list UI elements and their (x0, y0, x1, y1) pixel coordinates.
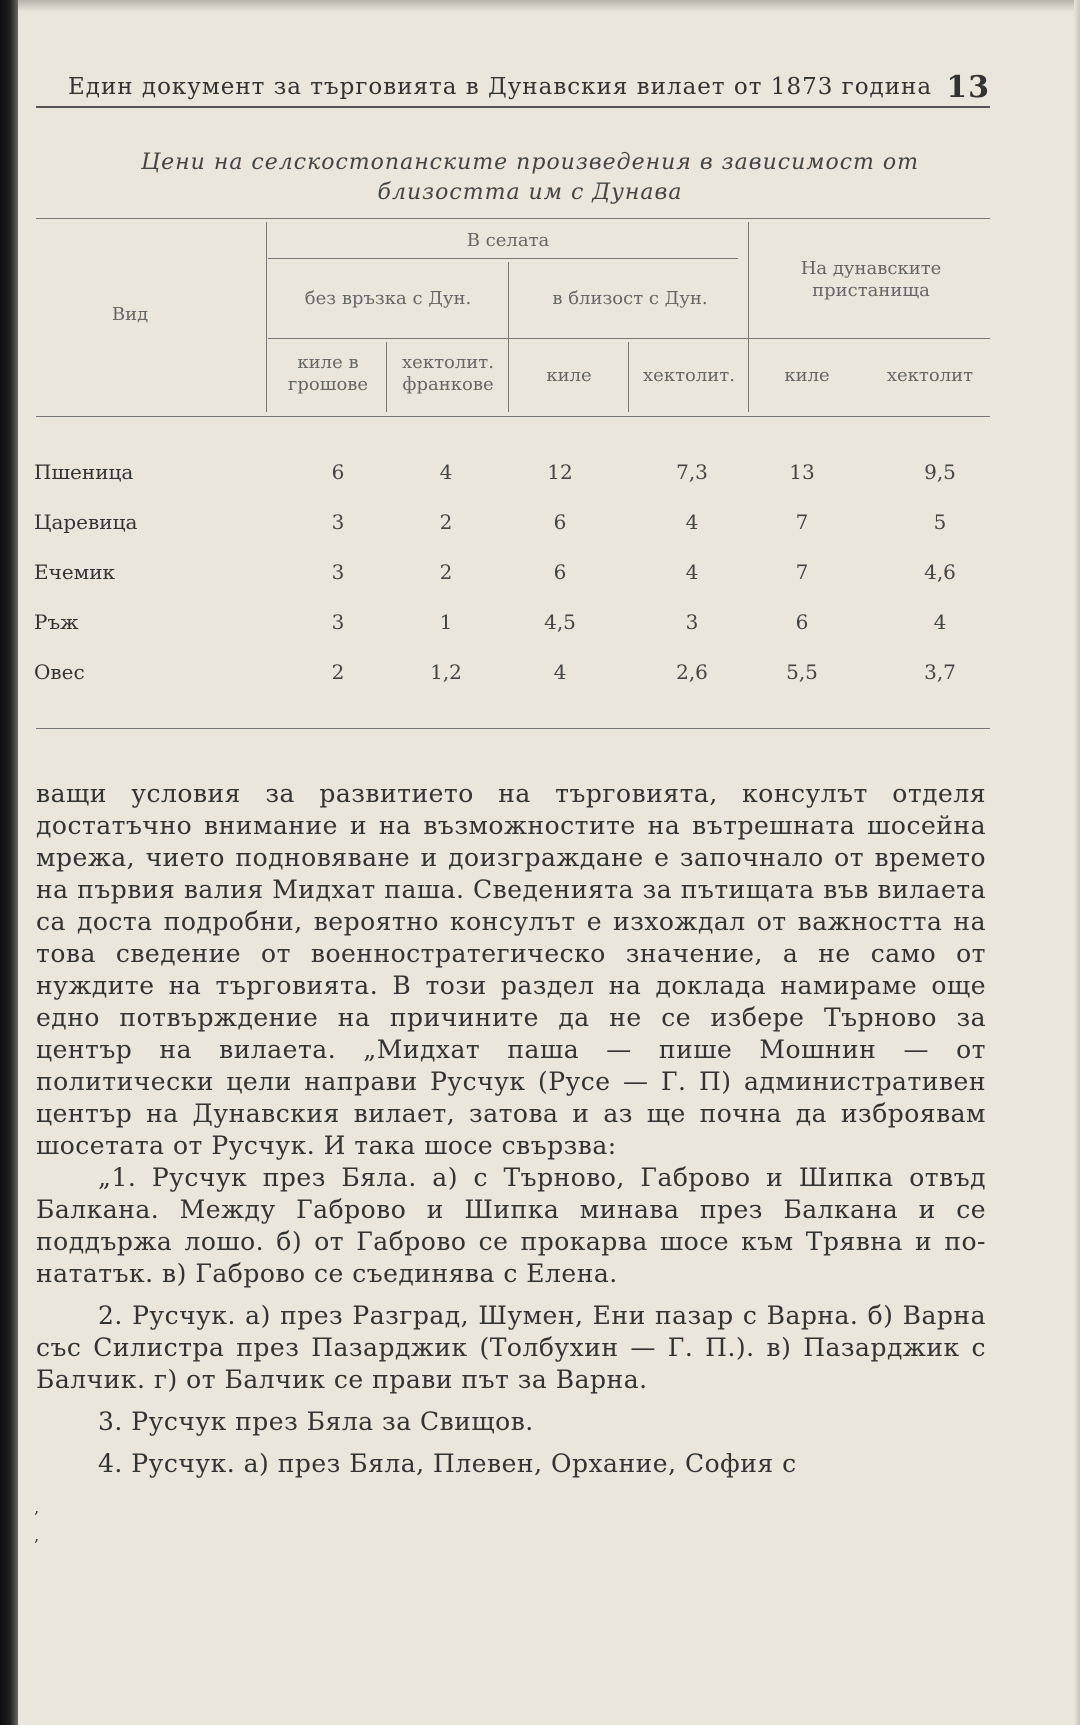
units-rule (268, 338, 990, 339)
near-sep (508, 262, 509, 412)
unit-header-line-1: киле (546, 365, 592, 386)
table-cell: 3 (331, 510, 345, 534)
table-cell: 9,5 (924, 460, 956, 484)
table-cell: 3 (331, 560, 345, 584)
unit-header (630, 365, 748, 387)
table-cell: 7 (795, 560, 809, 584)
body-text (36, 778, 986, 1480)
prices-table (0, 0, 1080, 760)
paragraph: ващи условия за развитието на търговията, консулът отделя достатъчно внимание и на възможностите на вътрешната шосейна мрежа, чието подновяване и доизграждане е започнало от времето на първия валия Мидхат паша. Сведенията за пътищата във вилаета са доста подробни, вероятно консулът е изхождал от важността на това сведение от военностратегическо значение, а не само от нуждите на търговията. В този раздел на доклада намираме още едно потвърждение на причините да не се избере Търново за център на вилаета. „Мидхат паша — пише Мошнин — от политически цели направи Русчук (Русе — Г. П) административен център на Дунавския вилает, затова и аз ще почна да изброявам шосетата от Русчук. И така шосе свързва: (36, 779, 986, 1160)
margin-mark: ‚ (34, 1498, 40, 1517)
unit-header (752, 365, 862, 387)
table-cell: 4 (685, 560, 699, 584)
table-cell: 5 (933, 510, 947, 534)
kind-col-rule (266, 222, 267, 412)
unit-header-line-1: киле в (297, 352, 359, 373)
table-cell: 6 (553, 560, 567, 584)
near-subheader: в близост с Дун. (552, 288, 708, 309)
table-bottom-rule (36, 728, 990, 729)
caption-line-2: близостта им с Дунава (377, 180, 683, 205)
unit-header (270, 352, 386, 396)
villages-group-header: В селата (466, 230, 550, 251)
unit-header-line-2: франкове (402, 374, 494, 395)
paragraph: 3. Русчук през Бяла за Свищов. (98, 1407, 534, 1436)
page-number: 13 (946, 70, 990, 105)
unit-header (510, 365, 628, 387)
unit-header (388, 352, 508, 396)
col-kind-header: Вид (111, 304, 149, 325)
table-cell: 2 (331, 660, 345, 684)
table-cell: 2 (439, 510, 453, 534)
row-kind: Ечемик (34, 560, 116, 584)
paragraph: „1. Русчук през Бяла. а) с Търново, Габрово и Шипка отвъд Балкана. Между Габрово и Шипка минава през Балкана и се поддържа лошо. б) от Габрово се прокарва шосе към Трявна и по-нататък. в) Габрово се съединява с Елена. (36, 1163, 986, 1288)
ports-header-line-2: пристанища (812, 280, 930, 301)
table-cell: 3 (685, 610, 699, 634)
table-cell: 3 (331, 610, 345, 634)
table-cell: 6 (331, 460, 345, 484)
unit-header-line-1: хектолит (886, 365, 974, 386)
table-cell: 13 (789, 460, 815, 484)
header-bottom-rule (36, 416, 990, 417)
paragraph: 2. Русчук. а) през Разград, Шумен, Ени пазар с Варна. б) Варна със Силистра през Пазарджик (Толбухин — Г. П.). в) Пазарджик с Балчик. г) от Балчик се прави път за Варна. (36, 1301, 986, 1394)
table-cell: 1 (439, 610, 453, 634)
table-cell: 5,5 (786, 660, 818, 684)
table-cell: 4 (685, 510, 699, 534)
unit-header-line-1: хектолит. (643, 365, 735, 386)
table-cell: 1,2 (430, 660, 462, 684)
unit-header-line-1: хектолит. (402, 352, 494, 373)
no-link-subheader: без връзка с Дун. (304, 288, 472, 309)
table-cell: 7,3 (676, 460, 708, 484)
ports-group-header (752, 258, 990, 302)
villages-group-rule (268, 258, 738, 259)
row-kind: Овес (34, 660, 85, 684)
table-cell: 7 (795, 510, 809, 534)
table-cell: 6 (795, 610, 809, 634)
unit-sep-1 (386, 342, 387, 412)
row-kind: Царевица (34, 510, 138, 534)
ports-col-rule (748, 222, 749, 412)
unit-header-line-1: киле (784, 365, 830, 386)
unit-header-line-2: грошове (287, 374, 369, 395)
running-title: Един документ за търговията в Дунавския вилает от 1873 година (68, 74, 933, 100)
ports-header-line-1: На дунавските (800, 258, 942, 279)
row-kind: Ръж (34, 610, 79, 634)
table-cell: 2 (439, 560, 453, 584)
table-cell: 4 (439, 460, 453, 484)
row-kind: Пшеница (34, 460, 134, 484)
unit-sep-2 (628, 342, 629, 412)
table-top-rule (36, 218, 990, 219)
caption-line-1: Цени на селскостопанските произведения в зависимост от (140, 150, 920, 175)
table-cell: 4 (933, 610, 947, 634)
unit-header (870, 365, 990, 387)
paragraph: 4. Русчук. а) през Бяла, Плевен, Орхание, София с (98, 1449, 797, 1478)
table-cell: 2,6 (676, 660, 708, 684)
table-cell: 4,6 (924, 560, 956, 584)
table-cell: 3,7 (924, 660, 956, 684)
margin-mark: ‚ (34, 1526, 40, 1545)
table-cell: 4 (553, 660, 567, 684)
table-cell: 4,5 (544, 610, 576, 634)
table-cell: 6 (553, 510, 567, 534)
table-cell: 12 (547, 460, 573, 484)
